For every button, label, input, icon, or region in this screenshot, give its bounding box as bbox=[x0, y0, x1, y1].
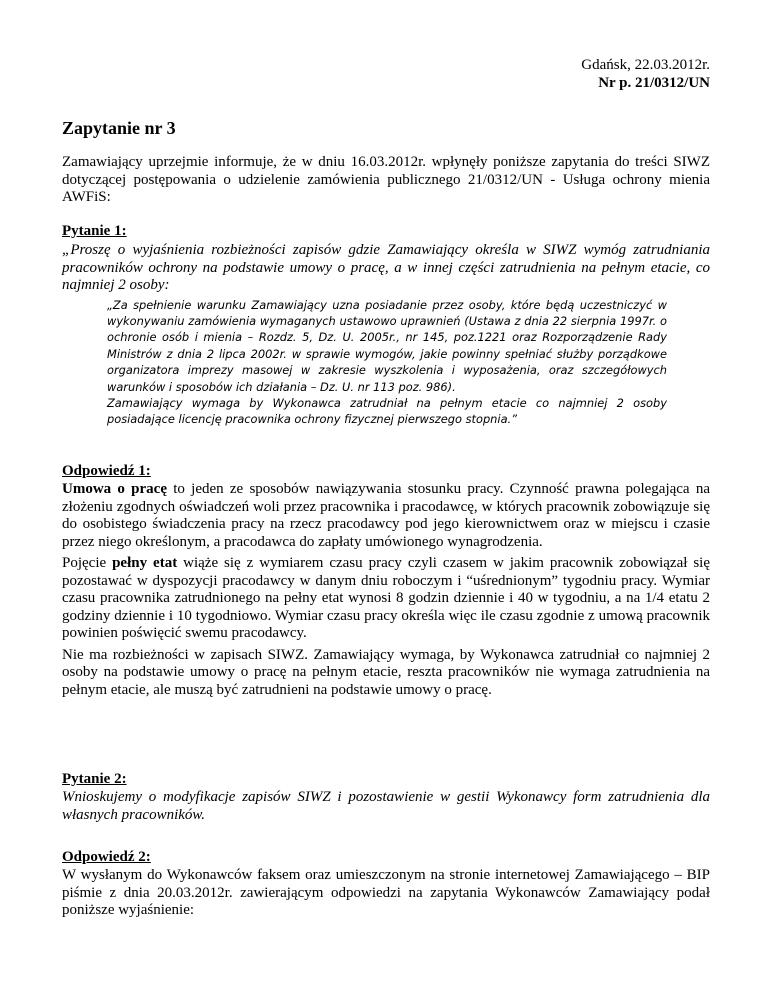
answer-2-heading: Odpowiedź 2: bbox=[62, 849, 151, 865]
question-1-quote-2: Zamawiający wymaga by Wykonawca zatrudniał na pełnym etacie co najmniej 2 osoby posiadające licencję pracownika ochrony fizycznej pierwszego stopnia.” bbox=[107, 395, 667, 427]
intro-paragraph: Zamawiający uprzejmie informuje, że w dniu 16.03.2012r. wpłynęły poniższe zapytania do treści SIWZ dotyczącej postępowania o udzielenie zamówienia publicznego 21/0312/UN - Usługa ochrony mienia AWFiS: bbox=[62, 154, 710, 205]
question-2-section bbox=[62, 770, 710, 824]
answer-2-text: W wysłanym do Wykonawców faksem oraz umieszczonym na stronie internetowej Zamawiającego – BIP piśmie z dnia 20.03.2012r. zawierającym odpowiedzi na zapytania Wykonawców Zamawiający podał poniższe wyjaśnienie: bbox=[62, 867, 710, 918]
intro-section bbox=[62, 154, 710, 207]
document-title: Zapytanie nr 3 bbox=[62, 118, 176, 138]
document-header bbox=[581, 56, 710, 92]
place-date: Gdańsk, 22.03.2012r. bbox=[581, 57, 710, 73]
answer-1-paragraph-1 bbox=[62, 481, 710, 551]
answer-1-term-1: Umowa o pracę bbox=[62, 481, 167, 497]
answer-1-section bbox=[62, 462, 710, 699]
question-2-text: Wnioskujemy o modyfikacje zapisów SIWZ i pozostawienie w gestii Wykonawcy form zatrudnienia dla własnych pracowników. bbox=[62, 789, 710, 823]
answer-1-paragraph-2-pre: Pojęcie bbox=[62, 555, 113, 571]
answer-1-paragraph-1-text: to jeden ze sposobów nawiązywania stosunku pracy. Czynność prawna polegająca na złożeniu zgodnych oświadczeń woli przez pracownika i pracodawcę, w których pracownik zobowiązuje się do osobistego świadczenia pracy na rzecz pracodawcy pod jego kierownictwem oraz w miejscu i czasie przez niego określonym, a pracodawca do zapłaty umówionego wynagrodzenia. bbox=[62, 481, 710, 550]
answer-1-paragraph-2-text: wiąże się z wymiarem czasu pracy czyli czasem w jakim pracownik zobowiązał się pozostawać w dyspozycji pracodawcy w danym dniu roboczym i “uśrednionym” tygodniu pracy. Wymiar czasu pracownika zatrudnionego na pełny etat wynosi 8 godzin dziennie i 40 w tygodniu, a na 1/4 etatu 2 godziny dziennie i 10 tygodniowo. Wymiar czasu pracy określa więc ile czasu zgodnie z umową pracownik powinien poświęcić swemu pracodawcy. bbox=[62, 555, 710, 641]
answer-1-term-2: pełny etat bbox=[112, 555, 178, 571]
question-1-text: „Proszę o wyjaśnienia rozbieżności zapisów gdzie Zamawiający określa w SIWZ wymóg zatrudniania pracowników ochrony na podstawie umowy o pracę, a w innej części zatrudnienia na pełnym etacie, co najmniej 2 osoby: bbox=[62, 242, 710, 293]
answer-1-paragraph-3: Nie ma rozbieżności w zapisach SIWZ. Zamawiający wymaga, by Wykonawca zatrudniał co najmniej 2 osoby na podstawie umowy o pracę na pełnym etacie, reszta pracowników nie wymaga zatrudnienia na pełnym etacie, ale muszą być zatrudnieni na podstawie umowy o pracę. bbox=[62, 646, 710, 698]
answer-2-section bbox=[62, 848, 710, 920]
question-2-heading: Pytanie 2: bbox=[62, 771, 127, 787]
question-1-quote-1: „Za spełnienie warunku Zamawiający uzna posiadanie przez osoby, które będą uczestniczyć w wykonywaniu zamówienia wymaganych ustawowo uprawnień (Ustawa z dnia 22 sierpnia 1997r. o ochronie osób i mienia – Rozdz. 5, Dz. U. 2005r., nr 145, poz.1221 oraz Rozporządzenie Rady Ministrów z dnia 2 lipca 2002r. w sprawie wymogów, jakie powinny spełniać służby porządkowe organizatora imprezy masowej w zakresie wyszkolenia i wyposażenia, oraz szczegółowych warunków i sposobów ich działania – Dz. U. nr 113 poz. 986). bbox=[107, 297, 667, 394]
question-1-heading: Pytanie 1: bbox=[62, 223, 127, 239]
answer-1-paragraph-2 bbox=[62, 555, 710, 643]
answer-1-heading: Odpowiedź 1: bbox=[62, 463, 151, 479]
reference-number: Nr p. 21/0312/UN bbox=[598, 75, 710, 91]
question-1-section bbox=[62, 222, 710, 428]
